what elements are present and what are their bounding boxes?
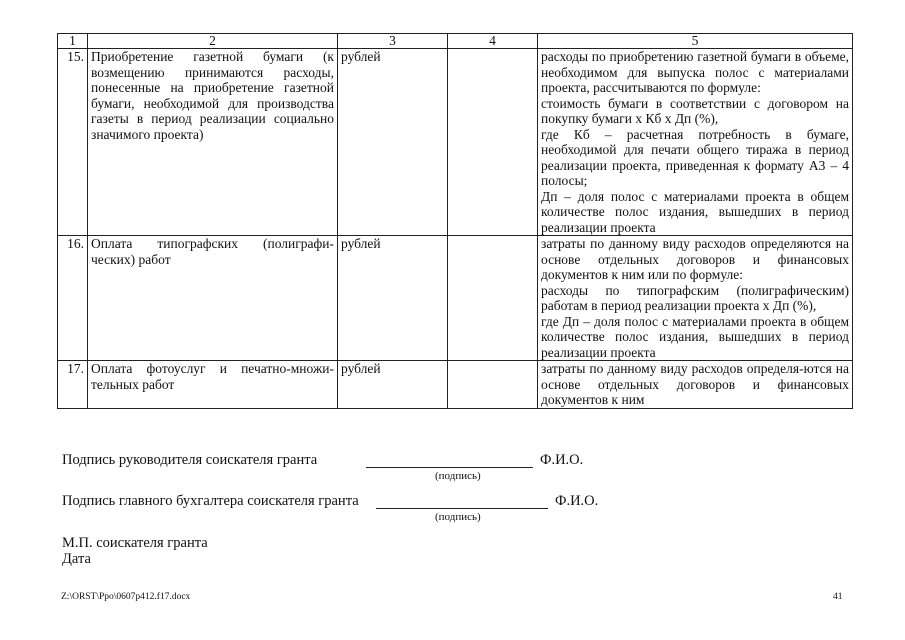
method-paragraph: затраты по данному виду расходов определяются на основе отдельных договоров и финансовых документов к ним или по формуле: bbox=[541, 236, 849, 282]
head-signature-line[interactable] bbox=[366, 467, 533, 468]
head-signature-caption: (подпись) bbox=[435, 470, 481, 482]
column-number: 5 bbox=[538, 34, 853, 49]
accountant-signature-caption: (подпись) bbox=[435, 511, 481, 523]
amount-cell bbox=[448, 236, 538, 361]
column-number-row bbox=[58, 34, 853, 49]
table-row bbox=[58, 49, 853, 236]
file-path: Z:\ORST\Ppo\0607p412.f17.docx bbox=[61, 592, 191, 602]
page-number: 41 bbox=[833, 592, 843, 602]
costs-table bbox=[57, 33, 853, 409]
calculation-method bbox=[538, 236, 853, 361]
column-number: 1 bbox=[58, 34, 88, 49]
column-number: 2 bbox=[88, 34, 338, 49]
unit-cell: рублей bbox=[338, 49, 448, 236]
unit-cell: рублей bbox=[338, 236, 448, 361]
unit-cell: рублей bbox=[338, 361, 448, 409]
accountant-signature-line[interactable] bbox=[376, 508, 548, 509]
expense-name: Оплата типографских (полиграфи-ческих) работ bbox=[88, 236, 338, 361]
row-number: 17. bbox=[58, 361, 88, 409]
method-paragraph: расходы по приобретению газетной бумаги в объеме, необходимом для выпуска полос с материалами проекта, рассчитываются по формуле: bbox=[541, 49, 849, 95]
method-paragraph: где Дп – доля полос с материалами проекта в общем количестве полос издания, вышедших в период реализации проекта bbox=[541, 313, 849, 360]
calculation-method: затраты по данному виду расходов определя-ются на основе отдельных договоров и финансовых документов к ним bbox=[538, 361, 853, 409]
head-fio-label: Ф.И.О. bbox=[540, 452, 584, 468]
calculation-method bbox=[538, 49, 853, 236]
column-number: 4 bbox=[448, 34, 538, 49]
date-label: Дата bbox=[62, 551, 91, 567]
table-row bbox=[58, 361, 853, 409]
expense-name: Приобретение газетной бумаги (к возмещению принимаются расходы, понесенные на приобретение газетной бумаги, необходимой для производства газеты в период реализации социально значимого проекта) bbox=[88, 49, 338, 236]
method-paragraph: где Кб – расчетная потребность в бумаге, необходимой для печати общего тиража в период реализации проекта, приведенная к формату А3 – 4 полосы; bbox=[541, 126, 849, 188]
method-paragraph: стоимость бумаги в соответствии с договором на покупку бумаги x Кб x Дп (%), bbox=[541, 95, 849, 126]
accountant-fio-label: Ф.И.О. bbox=[555, 493, 599, 509]
table-row bbox=[58, 236, 853, 361]
amount-cell bbox=[448, 361, 538, 409]
column-number: 3 bbox=[338, 34, 448, 49]
row-number: 16. bbox=[58, 236, 88, 361]
method-paragraph: Дп – доля полос с материалами проекта в общем количестве полос издания, вышедших в период реализации проекта bbox=[541, 188, 849, 235]
method-paragraph: расходы по типографским (полиграфическим) работам в период реализации проекта x Дп (%), bbox=[541, 282, 849, 313]
accountant-signature-label: Подпись главного бухгалтера соискателя гранта bbox=[62, 493, 359, 509]
amount-cell bbox=[448, 49, 538, 236]
seal-label: М.П. соискателя гранта bbox=[62, 535, 208, 551]
row-number: 15. bbox=[58, 49, 88, 236]
expense-name: Оплата фотоуслуг и печатно-множи-тельных работ bbox=[88, 361, 338, 409]
head-signature-label: Подпись руководителя соискателя гранта bbox=[62, 452, 318, 468]
